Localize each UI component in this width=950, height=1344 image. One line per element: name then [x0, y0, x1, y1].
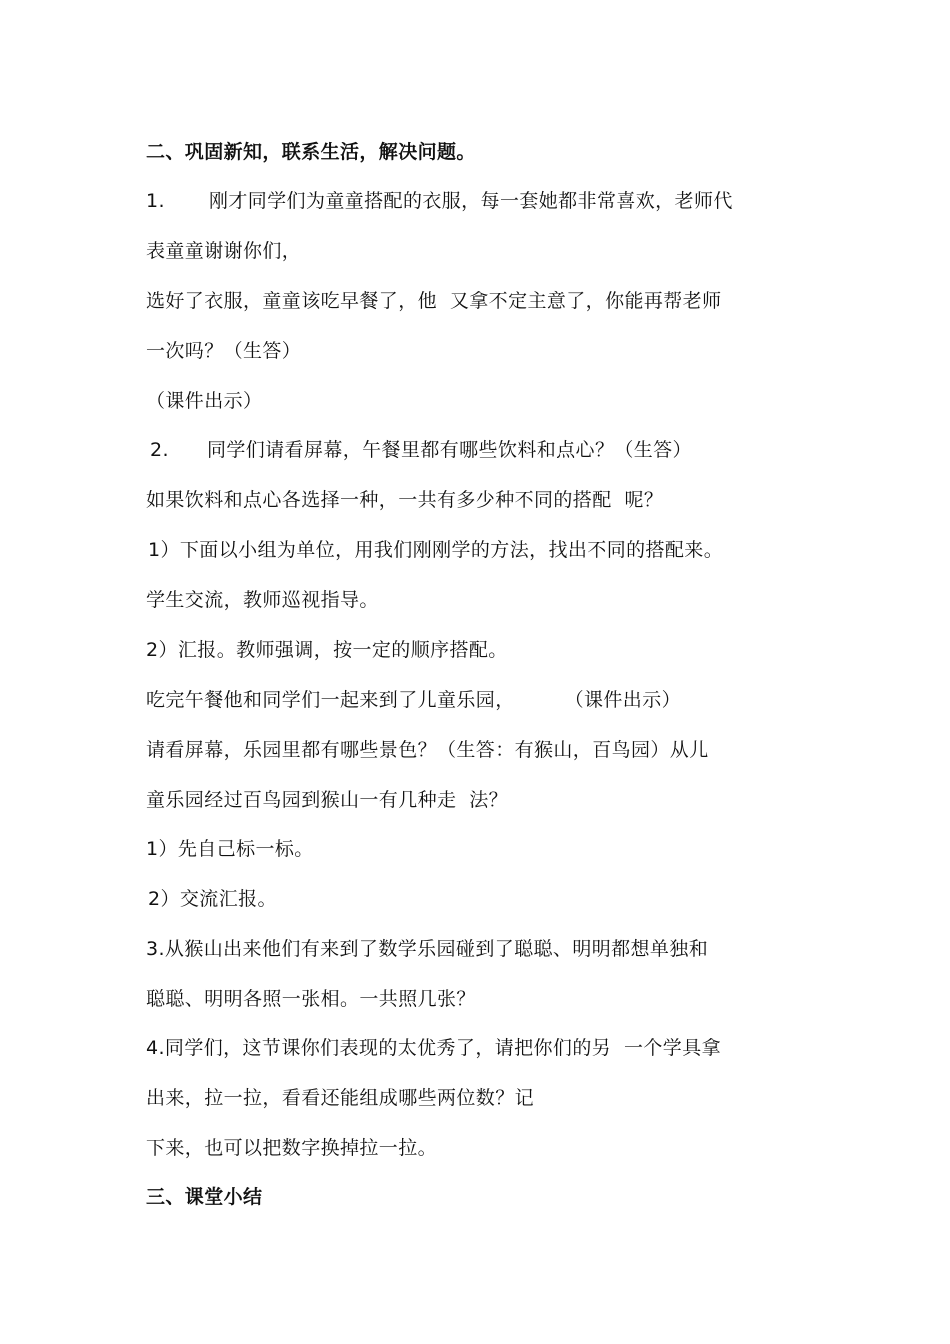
paragraph-line: 童乐园经过百鸟园到猴山一有几种走 法？ — [146, 789, 509, 811]
paragraph-line: 一次吗？（生答） — [146, 340, 302, 362]
item-2-line-1 — [150, 438, 692, 462]
paragraph-line: 请看屏幕，乐园里都有哪些景色？（生答：有猴山，百鸟园）从儿 — [146, 739, 709, 761]
paragraph-line: 表童童谢谢你们， — [146, 240, 302, 262]
paragraph-line: 1）下面以小组为单位，用我们刚刚学的方法，找出不同的搭配来。 — [148, 539, 724, 561]
item-2-number: 2. — [150, 439, 169, 461]
paragraph-text: 吃完午餐他和同学们一起来到了儿童乐园， — [146, 689, 515, 711]
item-1-line-1 — [146, 189, 733, 213]
paragraph-line: 如果饮料和点心各选择一种，一共有多少种不同的搭配 呢？ — [146, 489, 664, 511]
paragraph-line: 选好了衣服，童童该吃早餐了，他 又拿不定主意了，你能再帮老师 — [146, 290, 722, 312]
paragraph-line: 2）汇报。教师强调，按一定的顺序搭配。 — [146, 639, 508, 661]
paragraph-line: （课件出示） — [146, 390, 263, 412]
item-2-text: 同学们请看屏幕，午餐里都有哪些饮料和点心？（生答） — [206, 439, 692, 461]
paragraph-line — [146, 688, 681, 712]
paragraph-line: 下来，也可以把数字换掉拉一拉。 — [146, 1137, 438, 1159]
paragraph-line: 1）先自己标一标。 — [146, 838, 314, 860]
paragraph-line: 出来，拉一拉，看看还能组成哪些两位数？记 — [146, 1087, 535, 1109]
paragraph-line: 2）交流汇报。 — [148, 888, 277, 910]
item-1-text: 刚才同学们为童童搭配的衣服，每一套她都非常喜欢，老师代 — [208, 190, 733, 212]
item-1-number: 1. — [146, 190, 165, 212]
courseware-note: （课件出示） — [564, 689, 682, 711]
section-heading-summary: 三、课堂小结 — [146, 1186, 263, 1208]
paragraph-line: 4.同学们，这节课你们表现的太优秀了，请把你们的另 一个学具拿 — [146, 1037, 722, 1059]
paragraph-line: 3.从猴山出来他们有来到了数学乐园碰到了聪聪、明明都想单独和 — [146, 938, 709, 960]
paragraph-line: 聪聪、明明各照一张相。一共照几张？ — [146, 988, 476, 1010]
paragraph-line: 学生交流，教师巡视指导。 — [146, 589, 379, 611]
section-heading-consolidate: 二、巩固新知，联系生活，解决问题。 — [146, 141, 476, 163]
